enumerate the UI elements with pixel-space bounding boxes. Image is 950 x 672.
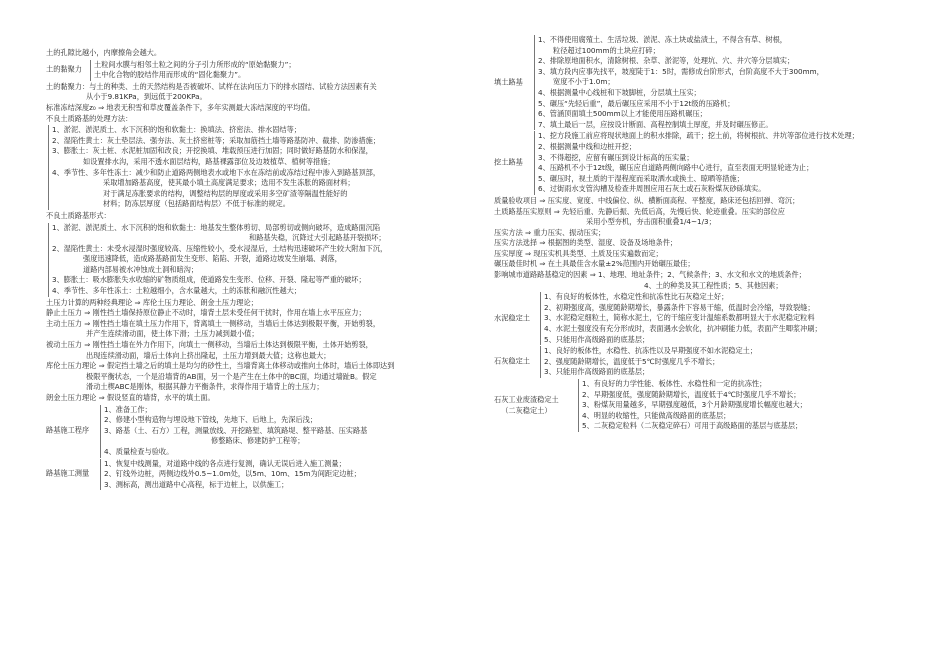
list-item: 2、初期强度高，强度随龄期增长，暴露条件下容易干缩，低温时会冷缩，导致裂缝； (544, 302, 815, 312)
list-item: 5、二灰稳定粒料（二灰稳定碎石）可用于高级路面的基层与底基层； (582, 421, 803, 431)
group-label: 路基施工测量 (46, 469, 90, 479)
list-item: 3、填方段内应事先找平，坡度陡于1：5时，需修成台阶形式，台阶高度不大于300mm， (538, 66, 824, 76)
roadbed-survey-group (46, 459, 466, 491)
list-item: 3、膨胀土：灰土桩、水泥桩加固和改良；开挖换填、堆载预压进行加固；同时做好路基防水和保湿， (52, 146, 373, 156)
text-line: 采用小型夯机，夯击面积重叠1/4~1/3； (586, 217, 716, 227)
text-line: 主动土压力 ⇒ 刚性挡土墙在填土压力作用下，背离填土一侧移动，当墙后土体达到极限平衡，开始剪裂， (46, 318, 381, 328)
list-item: 2、强度随龄期增长，温度低于5℃时强度几乎不增长； (544, 356, 720, 366)
list-item: 4、季节性、多年性冻土：土粒越细小，含水量越大，土的冻胀和融沉性越大； (52, 286, 301, 296)
list-item: 3、测标高，测出道路中心高程，标于边桩上，以供施工； (104, 479, 289, 489)
list-item: 对于满足冻胀要求的结构，调整结构层的厚度或采用多空矿渣等隔温性能好的 (103, 188, 348, 198)
list-item: 2、湿陷性黄土：未受水浸湿时强度较高、压缩性较小，受水浸湿后，土结构迅速破坏产生较大附加下沉， (52, 243, 388, 253)
section-heading: 不良土质路基的处理方法： (46, 113, 133, 123)
text-line: 并产生连续滑动面，使土体下滑；土压力减到最小值； (86, 329, 259, 339)
text-line: 土质路基压实原则 ⇒ 先轻后重、先静后振、先低后高，先慢后快、轮迹重叠。压实的部位应 (494, 206, 785, 216)
left-column (46, 48, 466, 491)
lime-stabilized-soil-group (494, 346, 914, 378)
list-item: 如设置排水沟，采用不透水面层结构，路基裸露部位及边坡植草、植树等措施； (83, 156, 335, 166)
list-item: 4、质量检查与验收。 (104, 446, 174, 456)
group-label (494, 394, 559, 416)
list-item: 强度迅速降低，造成路基路面发生变形、陷陷、开裂，道路边坡发生崩塌、剥落， (83, 254, 342, 264)
text-line: 影响城市道路路基稳定的因素 ⇒ 1、地理、地址条件；2、气候条件；3、水文和水文的地质条件； (494, 270, 806, 280)
list-item: 4、根据测量中心线桩和下坡脚桩，分层填土压实； (538, 87, 701, 97)
text-line: 静止土压力 ⇒ 刚性挡土墙保持原位静止不动时，墙背土层未受任何干扰时，作用在墙上水平压应力； (46, 308, 366, 318)
group-bracket (540, 292, 914, 345)
text-line: 被动土压力 ⇒ 刚性挡土墙在外力作用下，向填土一侧移动，当墙后土体达到极限平衡，土体开始剪裂， (46, 340, 373, 350)
list-item: 4、水泥土强度没有充分形成时，表面遇水会软化，抗冲刷能力低，表面产生唧浆冲刷； (544, 324, 822, 334)
text-line: 土的孔隙比越小，内摩擦角会越大。 (46, 48, 162, 57)
text-line: 出现连续滑动面，墙后土体向上挤出隆起，土压力增到最大值；这称也最大； (86, 350, 331, 360)
text-line: 极限平衡状态，一个是沿墙背的AB面，另一个是产生在土体中的BC面，均通过墙趾B。假定 (86, 371, 377, 381)
list-item: 4、季节性、多年性冻土：减少和防止道路两侧地表水或地下水在冻结前或冻结过程中渗入到路基顶部， (52, 167, 381, 177)
list-item: 1、准备工作； (104, 404, 152, 414)
group-label: 水泥稳定土 (494, 313, 530, 323)
text-line: 碾压最佳时机 ⇒ 在土具最佳含水量±2%范围内开始碾压最佳； (494, 259, 695, 269)
group-label-line: （二灰稳定土） (501, 406, 552, 416)
cohesion-group (46, 60, 466, 81)
list-item: 7、填土最后一层，应按设计断面、高程控制填土厚度，并及时碾压修正。 (538, 119, 773, 129)
list-item: 1、淤泥、淤泥质土、水下沉积的饱和软黏土：换填法、挤密法、排水固结等； (52, 125, 301, 135)
list-item: 2、早期强度低，强度随龄期增长，温度低于4℃时强度几乎不增长； (582, 389, 801, 399)
text-line: 质量验收项目 ⇒ 压实度、宽度、中线偏位、纵、横断面高程、平整度，路床还包括回弹、弯沉； (494, 195, 800, 205)
list-item: 3、不得超挖，应留有碾压到设计标高的压实量； (538, 152, 694, 162)
list-item: 材料；防冻层厚度（包括路面结构层）不低于标准的规定。 (103, 199, 290, 209)
text-line: 4、土的种类及其工程性质；5、其他因素； (644, 280, 783, 290)
cut-roadbed-group (494, 131, 914, 195)
list-item: 1、有良好的力学性能、板体性、水稳性和一定的抗冻性； (582, 379, 767, 388)
list-item: 修整路床、修建防护工程等； (211, 436, 305, 446)
list-item: 粒径超过100mm的土块应打碎； (553, 45, 660, 55)
group-bracket (540, 346, 914, 378)
group-bracket (90, 60, 466, 81)
list-item: 和路基失稳，沉降过大引起路基开裂损坏； (249, 233, 386, 243)
group-label: 石灰稳定土 (494, 356, 530, 366)
text-line: 滑动土楔ABC是刚体，根据其静力平衡条件，求得作用于墙背上的土压力； (86, 382, 324, 392)
list-item: 5、碾压时，视土质的干湿程度而采取洒水或换土、晾晒等措施； (538, 173, 744, 183)
cement-stabilized-soil-group (494, 292, 914, 345)
list-item: 3、粉煤灰用量越多，早期强度越低，3个月龄期强度增长幅度也越大； (582, 400, 807, 410)
list-item: 5、只能用作高级路面的底基层； (544, 334, 650, 344)
group-bracket (534, 131, 914, 195)
text-line: 标准冻结深度z₀ ⇒ 地表无积雪和草皮覆盖条件下，多年实测最大冻结深度的平均值。 (46, 102, 315, 112)
group-label: 挖土路基 (494, 157, 523, 167)
list-item: 3、膨胀土：吸水膨胀失水收缩的矿物质组成，使道路发生变形、位移、开裂、隆起等严重的破坏； (52, 275, 366, 285)
text-line: 土中化合物的胶结作用而形成的“固化黏聚力”。 (94, 70, 246, 80)
list-item: 3、路基（土、石方）工程，测量放线、开挖路堑、填筑路堤、整平路基、压实路基 (104, 425, 368, 435)
list-item: 宽度不小于1.0m； (553, 77, 615, 87)
list-item: 3、只能用作高级路面的底基层； (544, 367, 650, 377)
bad-soil-forms-group (46, 223, 466, 297)
text-line: 朗金土压力理论 ⇒ 假设竖直的墙背，水平的填土面。 (46, 393, 215, 402)
group-bracket (100, 405, 466, 458)
group-bracket (48, 223, 466, 297)
bad-soil-treatment-group (46, 125, 466, 210)
list-item: 5、碾压“先轻后重”，最后碾压应采用不小于12t级的压路机； (538, 98, 735, 108)
list-item: 6、管涵顶面填土500mm以上才能使用压路机碾压； (538, 109, 707, 119)
group-bracket (578, 379, 914, 432)
text-line: 库伦土压力理论 ⇒ 假定挡土墙之后的填土是均匀的砂性土，当墙背离土体移动或推向土体时，墙后土体即达到 (46, 361, 395, 371)
list-item: 2、修建小型构造物与埋设地下管线，先地下、后地上，先深后浅； (104, 415, 318, 425)
group-bracket (48, 125, 466, 210)
list-item: 1、恢复中线测量，对道路中线的各点进行复测，确认无误后进入施工测量； (104, 458, 346, 468)
group-label-line: 石灰工业废渣稳定土 (494, 395, 559, 405)
group-bracket (100, 459, 466, 491)
list-item: 2、钉线外边桩，两侧边线外0.5~1.0m处，以5m、10m、15m为间距定边桩； (104, 469, 361, 479)
list-item: 采取增加路基高度，使其最小填土高度满足要求；选用不发生冻胀的路面材料； (103, 178, 355, 188)
industrial-waste-soil-group (494, 379, 914, 432)
list-item: 2、湿陷性黄土：灰土垫层法、强夯法、灰土挤密桩等；采取加筋挡土墙等路基防冲、截排、防渗措施； (52, 135, 381, 145)
text-line: 压实方法选择 ⇒ 根据图的类型、湿度、设备及场地条件； (494, 238, 678, 248)
section-heading: 不良土质路基形式： (46, 210, 111, 220)
list-item: 4、明显的收缩性，只能做高级路面的底基层； (582, 410, 731, 420)
list-item: 1、良好的板体性，水稳性、抗冻性以及早期强度不如水泥稳定土； (544, 346, 758, 356)
list-item: 2、根据测量中线和边桩开挖； (538, 141, 637, 151)
text-line: 从小于9.81KPa，到远低于200KPa。 (86, 92, 207, 102)
list-item: 道路内部易被水冲蚀成土洞和暗沟； (83, 264, 199, 274)
text-line: 土压力计算的两种经典理论 ⇒ 库伦土压力理论、朗金土压力理论； (46, 297, 258, 307)
list-item: 3、水泥稳定细粒土，简称水泥土，它的干缩应变计温缩系数都明显大于水泥稳定粒料 (544, 313, 815, 323)
list-item: 4、压路机不小于12t级，碾压应自道路两侧向路中心进行，直至表面无明显轮迹为止； (538, 163, 814, 173)
list-item: 2、排除原地面积水，清除树根、杂草、淤泥等，处理坑、穴、井穴等分层填实； (538, 56, 795, 66)
list-item: 6、过街雨水支管沟槽及检查井周围应用石灰土或石灰粉煤灰砂砾填实。 (538, 184, 766, 194)
right-column (494, 34, 914, 433)
group-label: 路基施工程序 (46, 425, 90, 435)
group-bracket (534, 35, 914, 130)
text-line: 土粒间水膜与相邻土粒之间的分子引力所形成的“原始黏聚力”； (94, 59, 296, 69)
text-line: 土的黏聚力：与土的种类、土的天然结构是否被破坏、试样在法向压力下的排水固结、试验方法因素有关 (46, 81, 377, 91)
roadbed-procedure-group (46, 405, 466, 458)
text-line: 压实厚度 ⇒ 现压实机具类型、土质及压实遍数而定； (494, 248, 663, 258)
list-item: 1、有良好的板体性，水稳定性和抗冻性比石灰稳定土好； (544, 292, 729, 302)
group-label: 土的黏聚力 (46, 64, 82, 74)
group-label: 填土路基 (494, 77, 523, 87)
list-item: 1、淤泥、淤泥质土、水下沉积的饱和软黏土：地基发生整体剪切、局部剪切或侧向破坏，造成路面沉陷 (52, 222, 381, 232)
text-line: 压实方法 ⇒ 重力压实、振动压实； (494, 227, 606, 237)
list-item: 1、挖方段施工前应将现状地面上的积水排除，疏干；挖土前，将树根抗、井坑等部位进行技术处理； (538, 131, 859, 141)
fill-roadbed-group (494, 35, 914, 130)
list-item: 1、不得使用腐殖土、生活垃圾、淤泥、冻土块或盐渍土，不得含有草、树根， (538, 35, 787, 44)
